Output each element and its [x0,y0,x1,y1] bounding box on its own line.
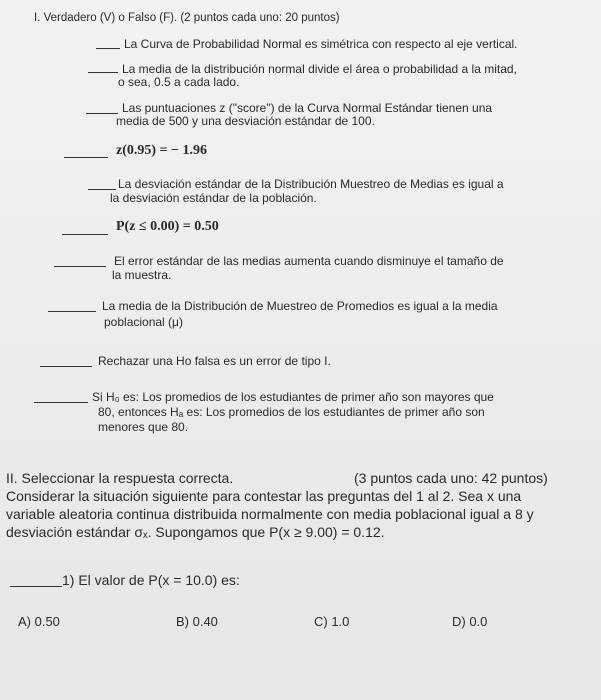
section2-line2: variable aleatoria continua distribuida normalmente con media poblacional igual a 8 y [6,506,534,522]
answer-blank-2[interactable] [88,72,118,73]
answer-blank-4[interactable] [64,157,108,158]
answer-blank-1[interactable] [96,48,120,49]
answer-blank-8[interactable] [48,311,96,312]
item-3-line2: media de 500 y una desviación estándar de 100. [116,114,375,128]
item-9-text: Rechazar una Ho falsa es un error de tipo I. [98,354,331,368]
item-3-line1: Las puntuaciones z ("score") de la Curva Normal Estándar tienen una [122,101,493,115]
item-5-line1: La desviación estándar de la Distribución Muestreo de Medias es igual a [118,177,504,191]
answer-blank-9[interactable] [40,366,92,367]
answer-blank-3[interactable] [86,113,118,114]
section2-line3: desviación estándar σₓ. Supongamos que P(x ≥ 9.00) = 0.12. [6,524,385,540]
item-7-line2: la muestra. [112,268,172,282]
item-5-line2: la desviación estándar de la población. [110,191,317,205]
item-2-line1: La media de la distribución normal divide el área o probabilidad a la mitad, [122,62,517,76]
item-10-line3: menores que 80. [98,420,189,434]
item-2-line2: o sea, 0.5 a cada lado. [118,75,240,89]
item-8-line1: La media de la Distribución de Muestreo de Promedios es igual a la media [102,299,498,313]
answer-blank-5[interactable] [88,189,116,190]
item-6-math: P(z ≤ 0.00) = 0.50 [116,219,219,234]
question-1: 1) El valor de P(x = 10.0) es: [62,572,240,588]
item-8-line2: poblacional (μ) [104,315,183,329]
answer-blank-q1[interactable] [10,586,62,587]
item-1-text: La Curva de Probabilidad Normal es simétrica con respecto al eje vertical. [124,37,518,51]
option-a[interactable]: A) 0.50 [18,614,60,629]
section2-heading: II. Seleccionar la respuesta correcta. [6,470,234,486]
item-10-line1: Si H₀ es: Los promedios de los estudiantes de primer año son mayores que [92,390,494,404]
item-7-line1: El error estándar de las medias aumenta cuando disminuye el tamaño de [114,254,504,268]
answer-blank-10[interactable] [34,402,88,403]
answer-blank-6[interactable] [62,234,108,235]
section2-line1: Considerar la situación siguiente para contestar las preguntas del 1 al 2. Sea x una [6,488,522,504]
item-10-line2: 80, entonces Hₐ es: Los promedios de los estudiantes de primer año son [98,405,485,419]
section1-heading: I. Verdadero (V) o Falso (F). (2 puntos cada uno: 20 puntos) [34,12,340,24]
option-b[interactable]: B) 0.40 [176,614,218,629]
item-4-math: z(0.95) = − 1.96 [116,143,207,158]
section2-points: (3 puntos cada uno: 42 puntos) [354,470,548,486]
option-c[interactable]: C) 1.0 [314,614,350,629]
answer-blank-7[interactable] [54,266,106,267]
option-d[interactable]: D) 0.0 [452,614,488,629]
